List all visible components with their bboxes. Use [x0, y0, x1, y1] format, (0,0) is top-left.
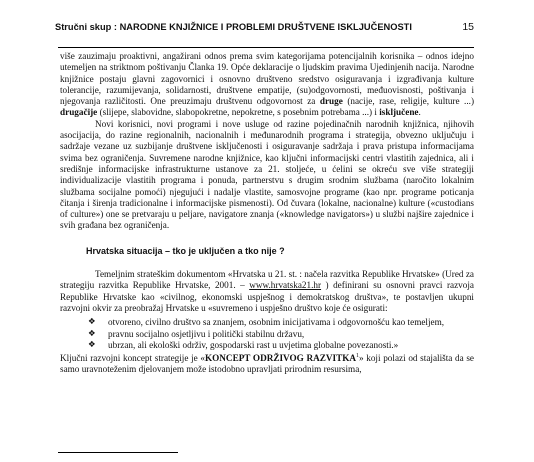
bullet-list	[60, 317, 474, 351]
paragraph-3: Temeljnim strateškim dokumentom «Hrvatska u 21. st. : načela razvitka Republike Hrvatske» (Ured za strategiju razvitka Republike Hrvatske, 2001. – www.hrvatska21.hr ) definirani su osnovni pravci razvoja Republike Hrvatske kao «civilnog, ekonomski uspješnog i demokratskog društva», te postavljen ukupni razvojni okvir za preobražaj Hrvatske u «suvremeno i uspješno društvo koje će osigurati:	[60, 269, 474, 313]
page-header	[55, 21, 474, 33]
list-item: ❖ otvoreno, civilno društvo sa znanjem, osobnim inicijativama i odgovornošću kao temeljem,	[88, 317, 445, 328]
footnote-ref[interactable]: 1	[355, 353, 359, 360]
list-item: ❖ ubrzan, ali ekološki održiv, gospodarski rast u uvjetima globalne povezanosti.»	[88, 339, 399, 350]
paragraph-4: Ključni razvojni koncept strategije je «KONCEPT ODRŽIVOG RAZVITKA$^1$» koji polazi od stajališta da se samo uravnoteženim djelovanjem može istodobno upravljati prirodnim resursima,	[60, 353, 474, 375]
header-divider	[58, 47, 474, 48]
page-number: 15	[462, 21, 474, 33]
list-item: ❖ pravnu socijalno osjetljivu i politički stabilnu državu,	[88, 328, 305, 339]
document-body	[60, 51, 474, 376]
paragraph-1: više zauzimaju proaktivni, angažirani odnos prema svim kategorijama potencijalnih korisnika – odnos idejno utemeljen na striktnom poštivanju Članka 19. Opće deklaracije o ljudskim pravima Ujedinjenih nacija. Narodne knjižnice postaju glavni zagovornici i osnovno društveno sredstvo osiguravanja i izgrađivanja kulture tolerancije, razumijevanja, solidarnosti, društvene empatije, (su)odgovornosti, međuovisnosti, poštivanja i njegovanja različitosti. One preuzimaju društvenu odgovornost za druge (nacije, rase, religije, kulture ...) drugačije (slijepe, slabovidne, slabopokretne, nepokretne, s posebnim potrebama ...) i isključene.	[60, 51, 475, 118]
diamond-bullet-icon: ❖	[88, 339, 96, 350]
diamond-bullet-icon: ❖	[88, 328, 96, 339]
diamond-bullet-icon: ❖	[88, 317, 96, 328]
website-link[interactable]: www.hrvatska21.hr	[249, 280, 322, 291]
paragraph-2: Novi korisnici, novi programi i nove usluge od razine pojedinačnih narodnih knjižnica, njihovih asocijacija, do razine regionalnih, nacionalnih i međunarodnih programa i strategija, obvezno uključuju i sadržaje vezane uz suzbijanje društvene isključenosti i osiguravanje sadržaja i prava pristupa informacijama svima bez ograničenja. Suvremene narodne knjižnice, kao ključni informacijski centri vlastitih zajednica, ali i središnje informacijske infrastrukturne ustanove za 21. stoljeće, u ćelini se okreću sve više strategiji individualizacije vlastitih programa i ponuda, partnerstvu s drugim srodnim službama (naročito lokalnim službama socijalne pomoći) njegujući i nadalje vlastite, samosvojne programe (kao npr. programe poticanja čitanja i širenja tradicionalne i informacijske pismenosti). Od čuvara (lokalne, nacionalne) kulture («custodians of culture») one se pretvaraju u peljare, navigatore znanja («knowledge navigators») u službi najšire zajednice i svih građana bez ograničenja.	[60, 118, 474, 231]
header-title: Stručni skup : NARODNE KNJIŽNICE I PROBLEMI DRUŠTVENE ISKLJUČENOSTI	[55, 22, 412, 32]
footnote-divider	[58, 452, 178, 453]
section-heading: Hrvatska situacija – tko je uključen a tko nije ?	[86, 245, 285, 256]
